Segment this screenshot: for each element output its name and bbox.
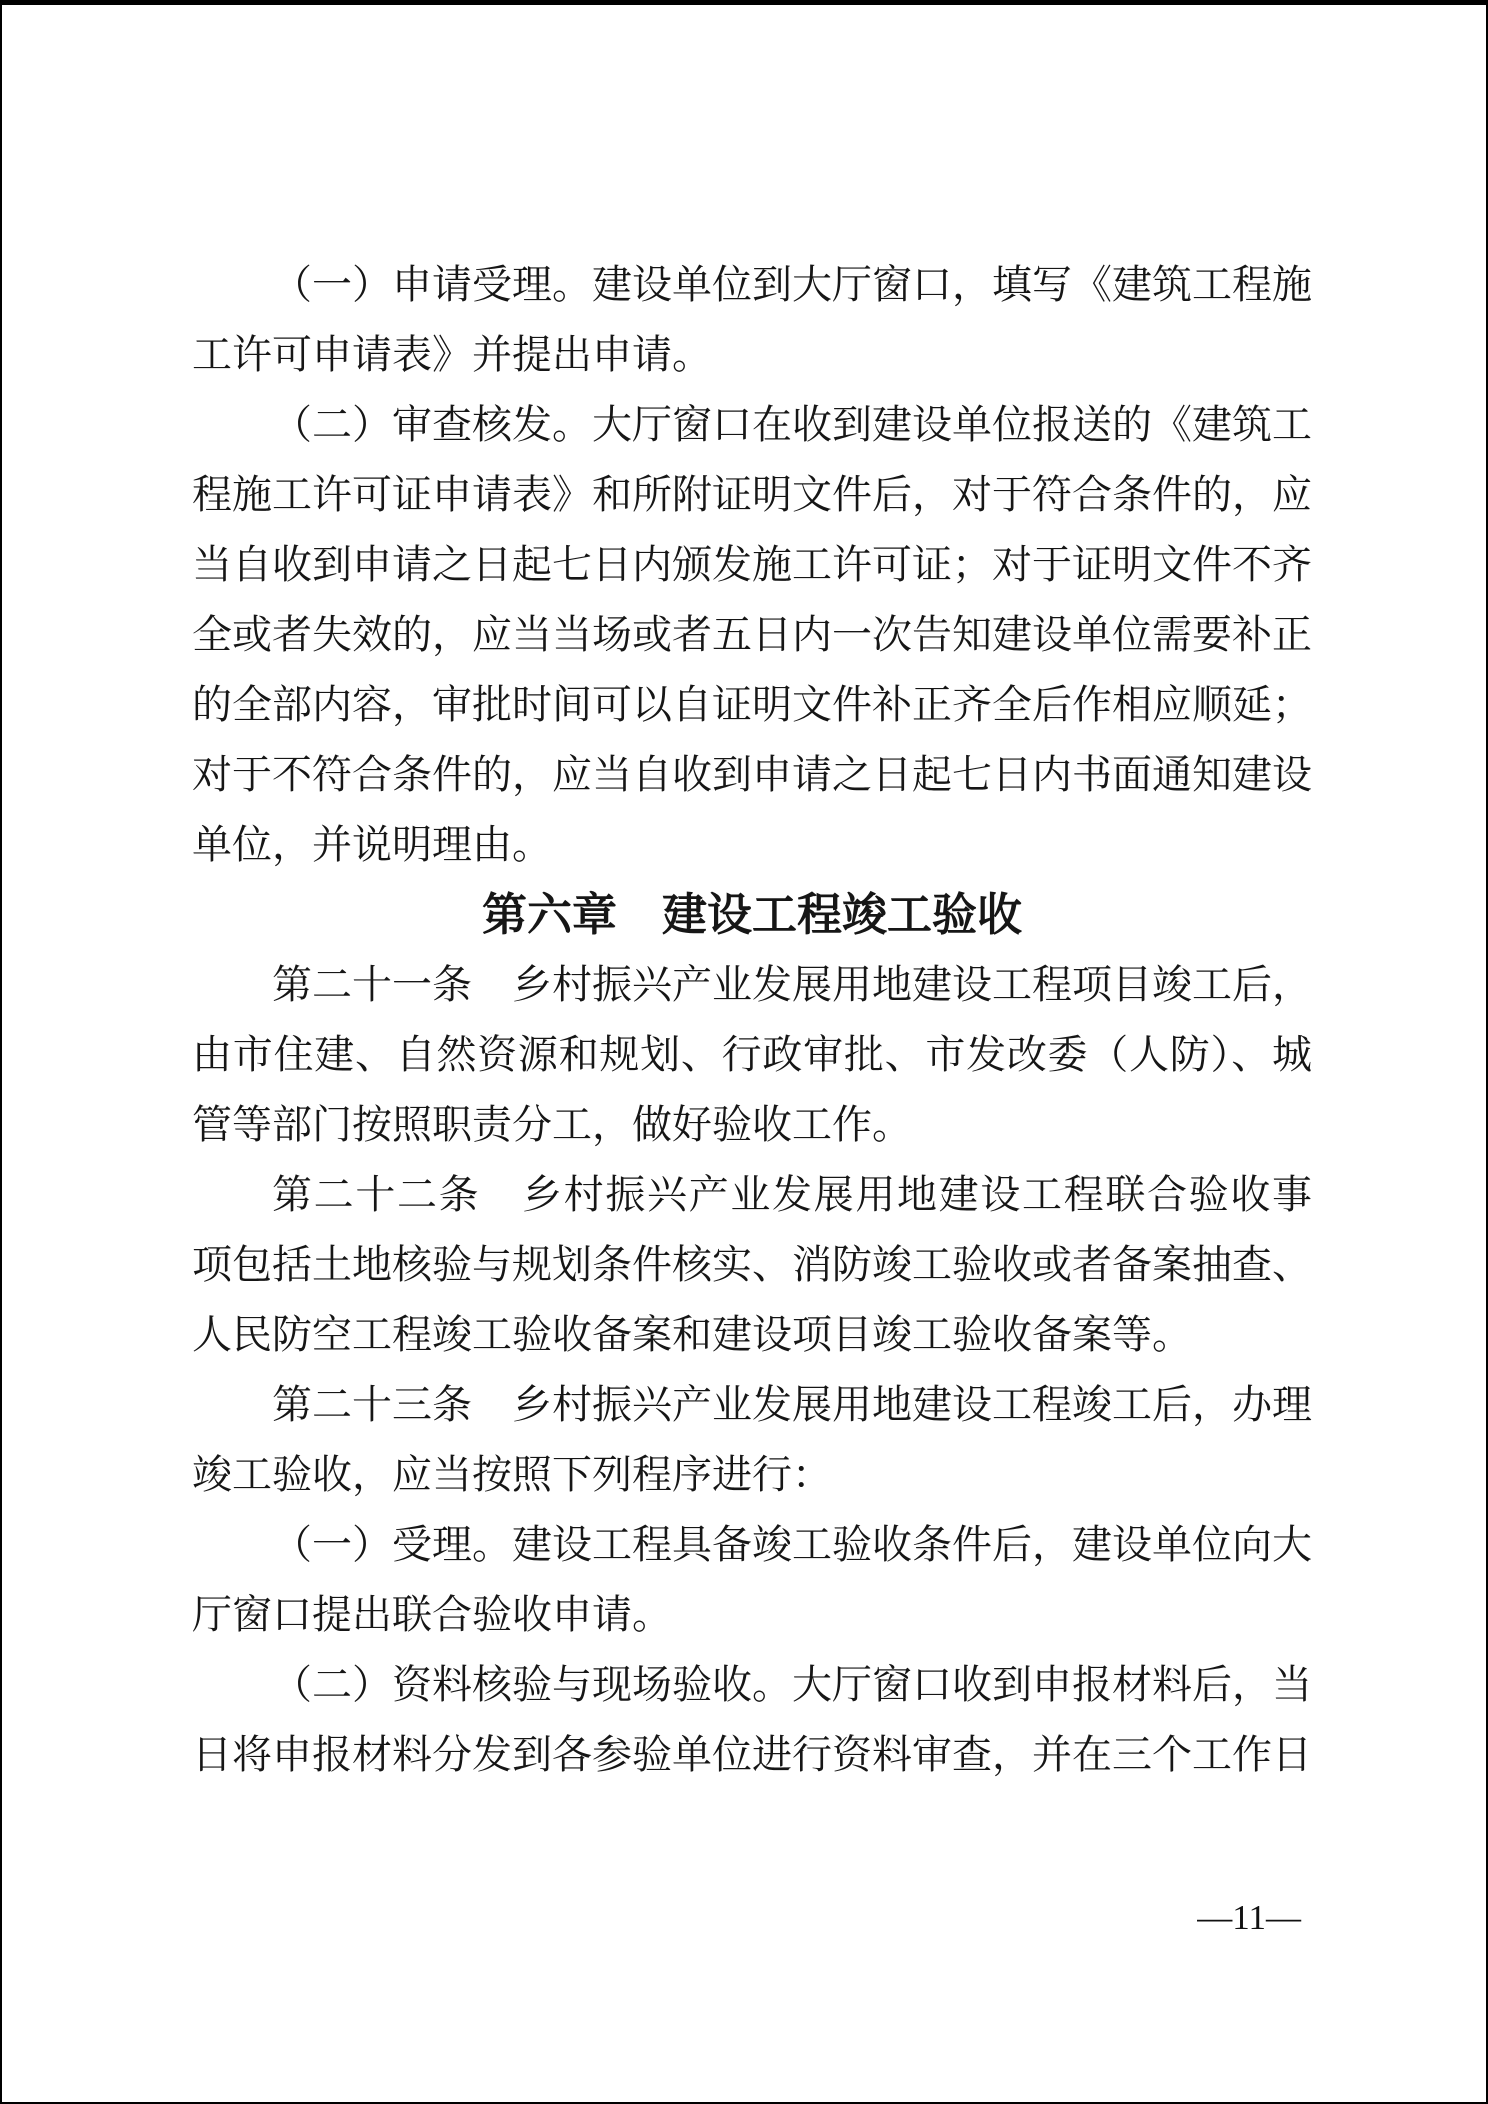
text-line: 厅窗口提出联合验收申请。 <box>192 1592 672 1637</box>
text-line: 人民防空工程竣工验收备案和建设项目竣工验收备案等。 <box>192 1312 1192 1357</box>
text-line: 项包括土地核验与规划条件核实、消防竣工验收或者备案抽查、 <box>192 1242 1312 1287</box>
text-line: （二）资料核验与现场验收。大厅窗口收到申报材料后，当 <box>272 1662 1312 1707</box>
text-line: （二）审查核发。大厅窗口在收到建设单位报送的《建筑工 <box>272 402 1312 447</box>
chapter-heading: 第六章 建设工程竣工验收 <box>481 889 1022 940</box>
text-line: 的全部内容，审批时间可以自证明文件补正齐全后作相应顺延； <box>192 682 1312 727</box>
text-line: 由市住建、自然资源和规划、行政审批、市发改委（人防）、城 <box>192 1032 1312 1077</box>
scan-border-top <box>2 0 1486 5</box>
text-line: （一）受理。建设工程具备竣工验收条件后，建设单位向大 <box>272 1522 1312 1567</box>
text-line: 第二十二条 乡村振兴产业发展用地建设工程联合验收事 <box>272 1172 1312 1217</box>
text-line: 第二十三条 乡村振兴产业发展用地建设工程竣工后，办理 <box>272 1382 1312 1427</box>
text-line: （一）申请受理。建设单位到大厅窗口，填写《建筑工程施 <box>272 262 1312 307</box>
text-line: 日将申报材料分发到各参验单位进行资料审查，并在三个工作日 <box>192 1732 1312 1777</box>
text-line: 当自收到申请之日起七日内颁发施工许可证；对于证明文件不齐 <box>192 542 1312 587</box>
text-line: 第二十一条 乡村振兴产业发展用地建设工程项目竣工后， <box>272 962 1312 1007</box>
text-line: 单位，并说明理由。 <box>192 822 552 867</box>
text-line: 全或者失效的，应当当场或者五日内一次告知建设单位需要补正 <box>192 612 1312 657</box>
document-body <box>192 250 1312 1790</box>
text-line: 管等部门按照职责分工，做好验收工作。 <box>192 1102 912 1147</box>
text-line: 竣工验收，应当按照下列程序进行： <box>192 1452 832 1497</box>
text-line: 程施工许可证申请表》和所附证明文件后，对于符合条件的，应 <box>192 472 1312 517</box>
page-number: —11— <box>1197 1898 1301 1937</box>
text-line: 对于不符合条件的，应当自收到申请之日起七日内书面通知建设 <box>192 752 1312 797</box>
text-line: 工许可申请表》并提出申请。 <box>192 332 712 377</box>
